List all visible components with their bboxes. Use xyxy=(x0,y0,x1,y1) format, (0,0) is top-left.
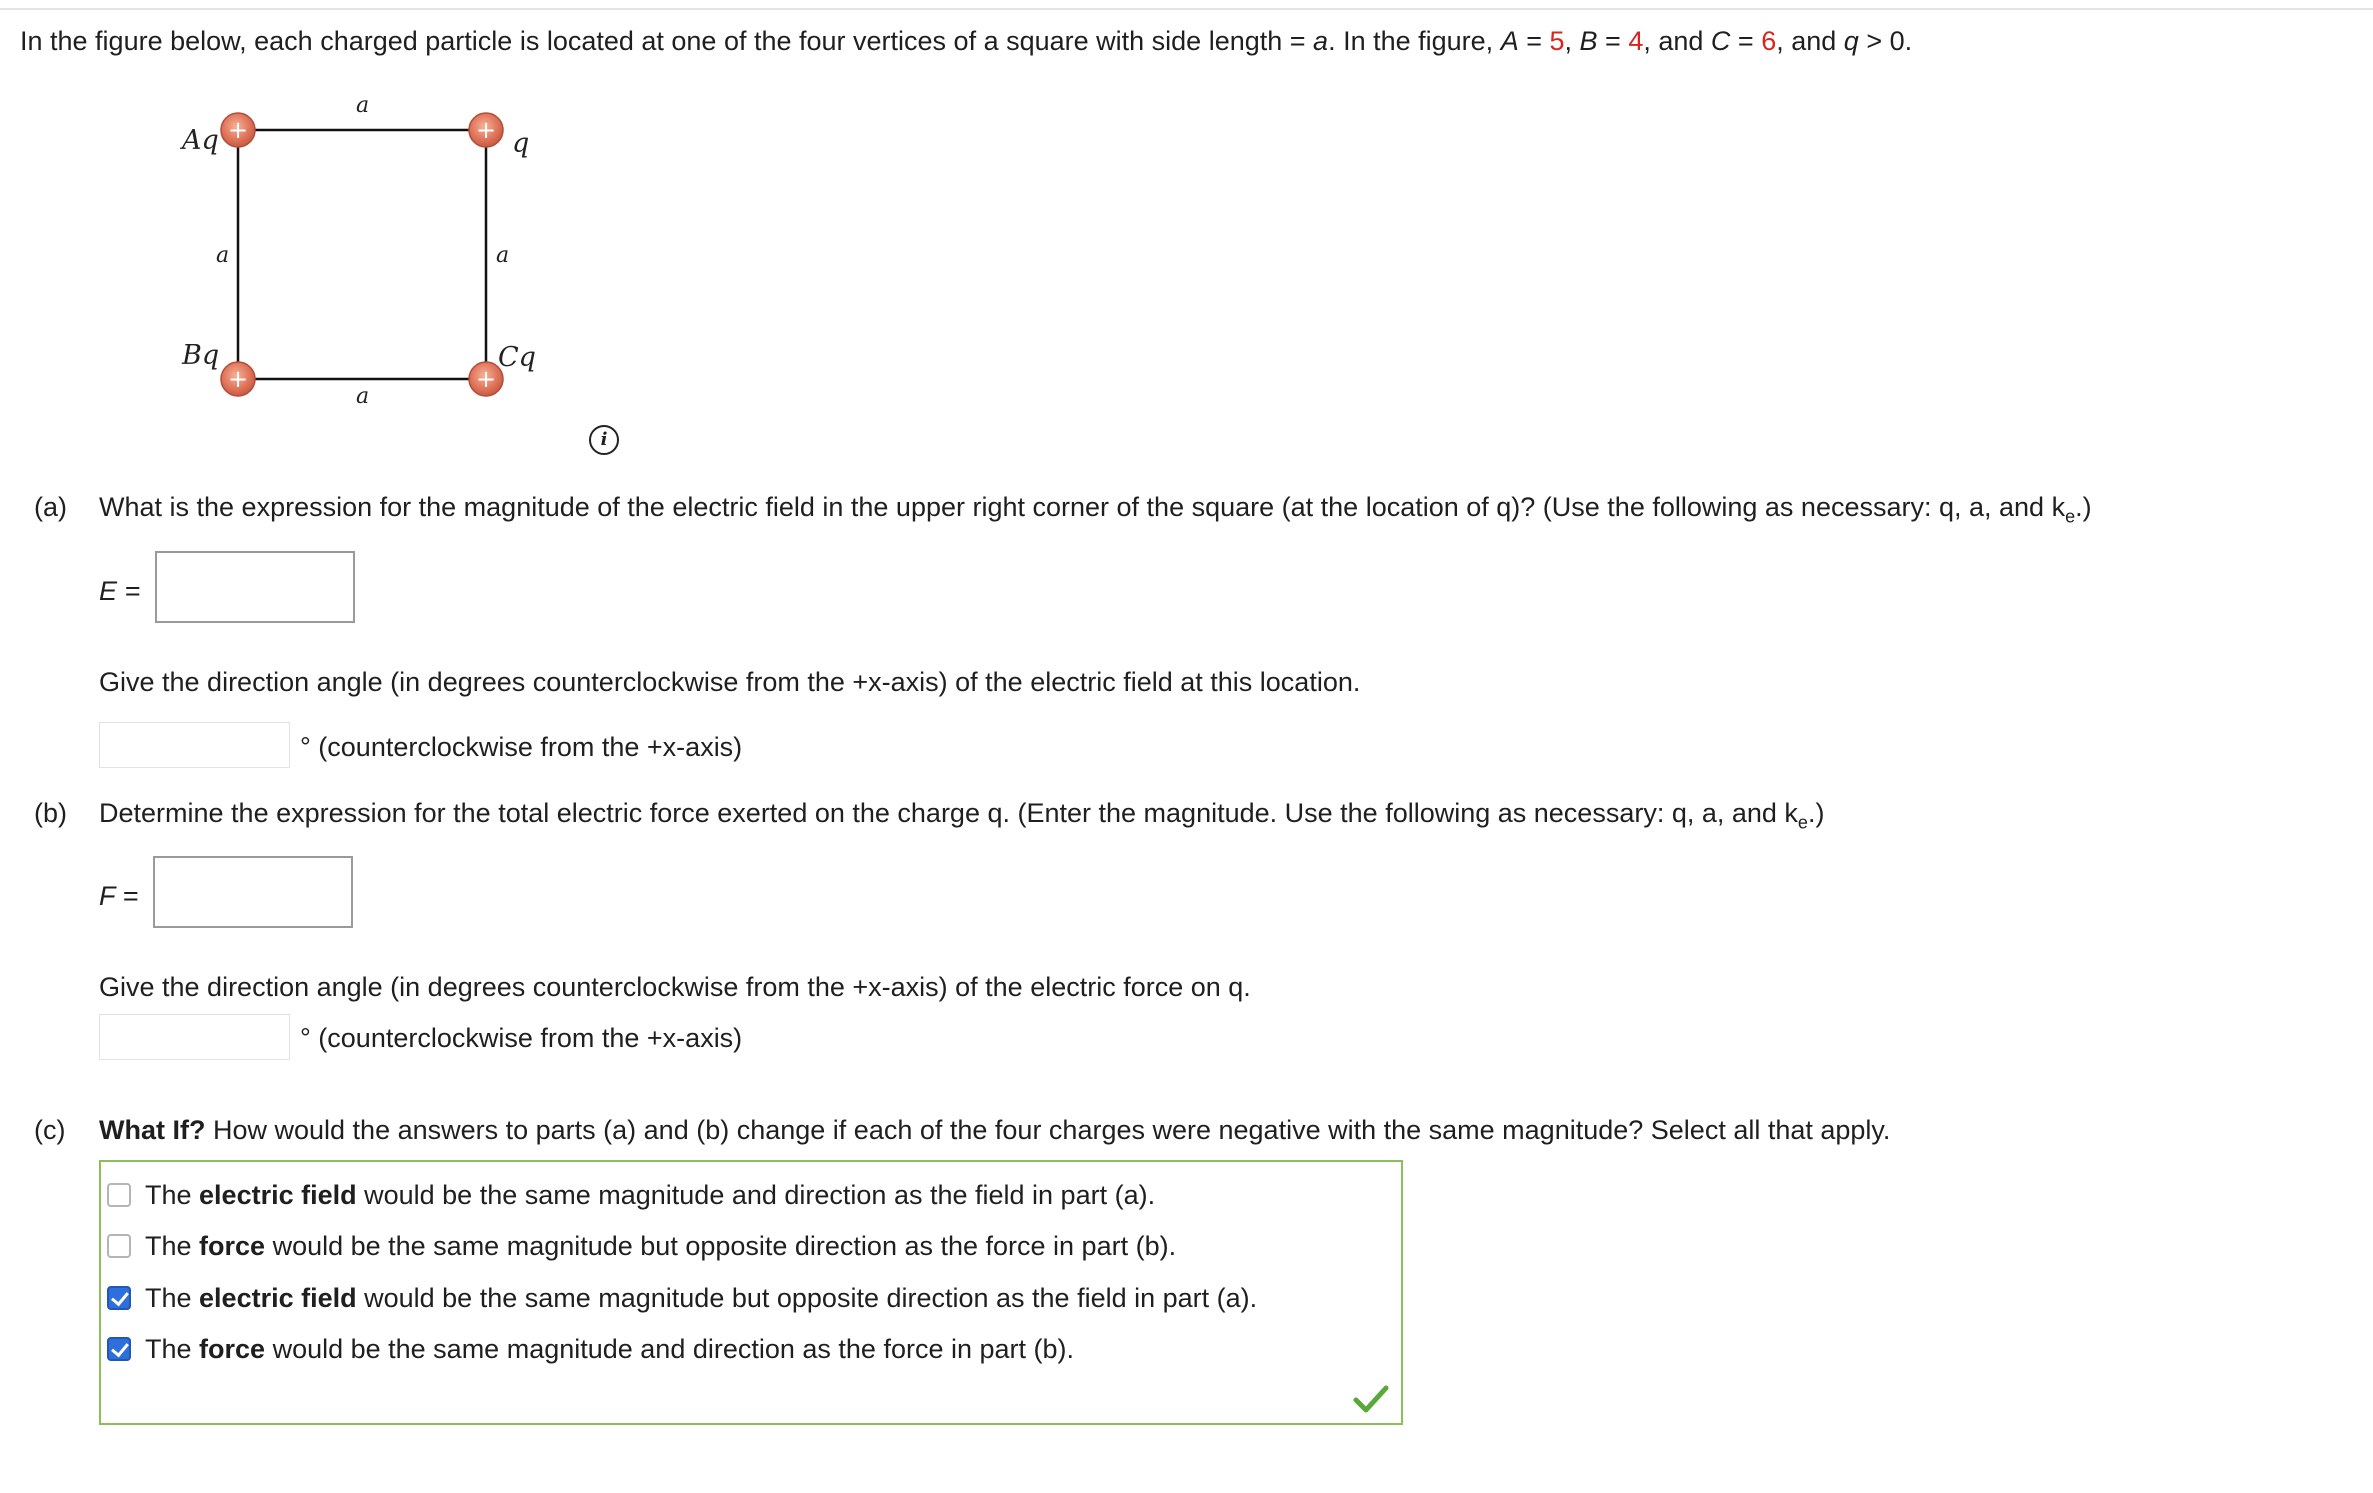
e-answer-label: E = xyxy=(99,576,141,606)
info-icon[interactable]: i xyxy=(589,425,619,455)
value-a: 5 xyxy=(1549,26,1565,56)
side-label-right: a xyxy=(496,243,510,268)
square-charge-figure xyxy=(170,90,570,420)
value-b: 4 xyxy=(1628,26,1644,56)
part-b-direction-prompt: Give the direction angle (in degrees counterclockwise from the +x-axis) of the electric force on q. xyxy=(99,972,1251,1002)
svg-text:+: + xyxy=(227,116,249,144)
part-c-letter: (c) xyxy=(34,1115,66,1145)
e-magnitude-input[interactable] xyxy=(155,551,355,623)
e-direction-angle-input[interactable] xyxy=(99,722,290,768)
option-3-checkbox[interactable] xyxy=(107,1286,131,1310)
part-b-letter: (b) xyxy=(34,798,67,828)
svg-text:+: + xyxy=(475,116,497,144)
problem-intro: In the figure below, each charged particle is located at one of the four vertices of a square with side length = a. In the figure, A = 5, B = 4, and C = 6, and q > 0. xyxy=(20,26,1913,56)
side-label-left: a xyxy=(216,243,230,268)
part-c-question: What If? How would the answers to parts (a) and (b) change if each of the four charges were negative with the same magnitude? Select all that apply. xyxy=(99,1115,1891,1145)
part-a-direction-prompt: Give the direction angle (in degrees counterclockwise from the +x-axis) of the electric field at this location. xyxy=(99,667,1361,697)
f-answer-label: F = xyxy=(99,881,139,911)
option-1-label: The electric field would be the same magnitude and direction as the field in part (a). xyxy=(145,1180,1156,1210)
option-2-checkbox[interactable] xyxy=(107,1234,131,1258)
part-a-question: What is the expression for the magnitude of the electric field in the upper right corner of the square (at the location of q)? (Use the following as necessary: q, a, and $k_e$.) xyxy=(99,492,2092,527)
part-c-options-panel xyxy=(99,1160,1403,1425)
side-label-top: a xyxy=(356,93,370,118)
f-direction-angle-input[interactable] xyxy=(99,1014,290,1060)
part-a-letter: (a) xyxy=(34,492,67,522)
label-top-left: Aq xyxy=(182,125,219,156)
option-1-checkbox[interactable] xyxy=(107,1183,131,1207)
option-4-checkbox[interactable] xyxy=(107,1337,131,1361)
correct-check-icon xyxy=(1353,1384,1389,1414)
e-direction-unit: ° (counterclockwise from the +x-axis) xyxy=(300,732,743,762)
option-2-label: The force would be the same magnitude but opposite direction as the force in part (b). xyxy=(145,1231,1177,1261)
option-3-label: The electric field would be the same magnitude but opposite direction as the field in part (a). xyxy=(145,1283,1258,1313)
value-c: 6 xyxy=(1761,26,1777,56)
svg-text:+: + xyxy=(475,365,497,393)
charge-top-left xyxy=(221,113,255,147)
f-direction-unit: ° (counterclockwise from the +x-axis) xyxy=(300,1023,743,1053)
top-divider xyxy=(0,8,2373,10)
f-magnitude-input[interactable] xyxy=(153,856,353,928)
option-4-label: The force would be the same magnitude and direction as the force in part (b). xyxy=(145,1334,1075,1364)
label-bottom-right: Cq xyxy=(498,342,536,373)
part-b-question: Determine the expression for the total electric force exerted on the charge q. (Enter the magnitude. Use the following as necessary: q, a, and $k_e$.) xyxy=(99,798,1825,833)
charge-bottom-left xyxy=(221,362,255,396)
side-label-bottom: a xyxy=(356,384,370,409)
label-bottom-left: Bq xyxy=(182,340,220,371)
svg-text:+: + xyxy=(227,365,249,393)
charge-top-right xyxy=(469,113,503,147)
label-top-right: q xyxy=(512,128,530,159)
